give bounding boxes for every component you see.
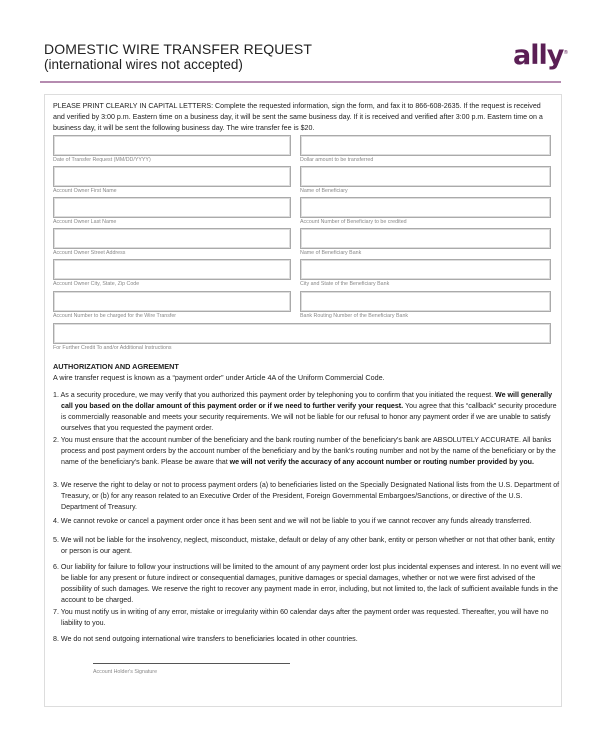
left-field-0[interactable] — [53, 135, 291, 156]
agreement-item-1 — [53, 390, 561, 434]
right-field-1[interactable] — [300, 166, 551, 187]
left-field-label-2: Account Owner Last Name — [53, 219, 117, 225]
text: You agree that this “callback” security procedure is commercially reasonable and meets your security requirements. We will not be liable for our refusal to honor any payment order if we are unable to satisfy ourselves that you requested the payment order. — [61, 402, 557, 432]
agreement-item-5 — [53, 535, 561, 557]
right-field-3[interactable] — [300, 228, 551, 249]
left-field-2[interactable] — [53, 197, 291, 218]
text: 7. You must notify us in writing of any error, mistake or irregularity within 60 calendar days after the payment order was requested. Thereafter, you will have no liability to you. — [53, 608, 549, 627]
bold-text: We will generally call you based on the dollar amount of this payment order or if we need to further verify your request. — [61, 391, 553, 410]
bold-text: we will not verify the accuracy of any account number or routing number provided by you. — [229, 458, 534, 466]
right-field-label-3: Name of Beneficiary Bank — [300, 250, 362, 256]
right-field-4[interactable] — [300, 259, 551, 280]
left-field-label-5: Account Number to be charged for the Wire Transfer — [53, 313, 177, 319]
text: 2. You must ensure that the account number of the beneficiary and the bank routing number of the beneficiary’s bank are ABSOLUTELY ACCURATE. All banks process and post payment orders by the account number of the beneficiary and by the bank’s routing number and not by the name of the beneficiary or by the name of the beneficiary’s bank. Please be aware that — [53, 436, 556, 466]
right-field-0[interactable] — [300, 135, 551, 156]
left-field-label-1: Account Owner First Name — [53, 188, 117, 194]
authorization-intro: A wire transfer request is known as a “payment order” under Article 4A of the Uniform Commercial Code. — [53, 373, 385, 382]
signature-line[interactable] — [93, 663, 290, 664]
signature-label: Account Holder's Signature — [93, 669, 158, 675]
left-field-4[interactable] — [53, 259, 291, 280]
right-field-label-5: Bank Routing Number of the Beneficiary Bank — [300, 313, 409, 319]
left-field-label-4: Account Owner City, State, Zip Code — [53, 281, 140, 287]
right-field-label-0: Dollar amount to be transferred — [300, 157, 374, 163]
right-field-5[interactable] — [300, 291, 551, 312]
right-field-label-1: Name of Beneficiary — [300, 188, 348, 194]
instructions-text: PLEASE PRINT CLEARLY IN CAPITAL LETTERS: Complete the requested information, sign the form, and fax it to 866-608-2635. If the request is received and verified by 3:00 p.m. Eastern time on a business day, it will be sent the same business day. If it is received and verified after 3:00 p.m. Eastern time on a business day, it will be sent the following business day. The wire transfer fee is $20. — [53, 102, 543, 132]
agreement-item-8 — [53, 634, 561, 645]
agreement-item-7 — [53, 607, 561, 629]
left-field-1[interactable] — [53, 166, 291, 187]
left-field-label-0: Date of Transfer Request (MM/DD/YYYY) — [53, 157, 151, 163]
logo-text: ally — [513, 40, 564, 71]
text: 5. We will not be liable for the insolvency, neglect, misconduct, mistake, default or delay of any other bank, entity or person whether or not that other bank, entity or person is our agent. — [53, 536, 555, 555]
left-field-label-3: Account Owner Street Address — [53, 250, 126, 256]
text: 1. As a security procedure, we may verify that you authorized this payment order by telephoning you to confirm that you initiated the request. — [53, 391, 496, 399]
right-field-2[interactable] — [300, 197, 551, 218]
left-field-3[interactable] — [53, 228, 291, 249]
right-field-label-4: City and State of the Beneficiary Bank — [300, 281, 390, 287]
header-divider — [40, 81, 561, 83]
form-title: DOMESTIC WIRE TRANSFER REQUEST — [44, 41, 312, 57]
right-field-label-2: Account Number of Beneficiary to be credited — [300, 219, 407, 225]
authorization-heading: AUTHORIZATION AND AGREEMENT — [53, 362, 179, 371]
additional-instructions-label: For Further Credit To and/or Additional Instructions — [53, 345, 172, 351]
ally-logo: ally® — [513, 40, 569, 71]
text: 3. We reserve the right to delay or not to process payment orders (a) to beneficiaries listed on the Specially Designated National lists from the U.S. Department of Treasury, or (b) for any reason related to an Executive Order of the President, Foreign Governmental Embargoes/Sanctions, or directive of the U.S. Department of Treasury. — [53, 481, 560, 511]
left-field-5[interactable] — [53, 291, 291, 312]
agreement-item-4 — [53, 516, 561, 527]
agreement-item-2 — [53, 435, 561, 468]
text: 8. We do not send outgoing international wire transfers to beneficiaries located in other countries. — [53, 635, 358, 643]
text: 4. We cannot revoke or cancel a payment order once it has been sent and we will not be liable to you if we cannot recover any funds already transferred. — [53, 517, 532, 525]
text: 6. Our liability for failure to follow your instructions will be limited to the amount of any payment order lost plus incidental expenses and interest. In no event will we be liable for any present or future indirect or consequential damages, punitive damages or special damages, whether or not we were first advised of the possibility of such damages. We reserve the right to recover any payment made in error, including, but not limited to, the lack of sufficient available funds in the account to be charged. — [53, 563, 561, 604]
agreement-item-3 — [53, 480, 561, 513]
agreement-item-6 — [53, 562, 561, 606]
additional-instructions-field[interactable] — [53, 323, 551, 344]
form-subtitle: (international wires not accepted) — [44, 57, 243, 72]
